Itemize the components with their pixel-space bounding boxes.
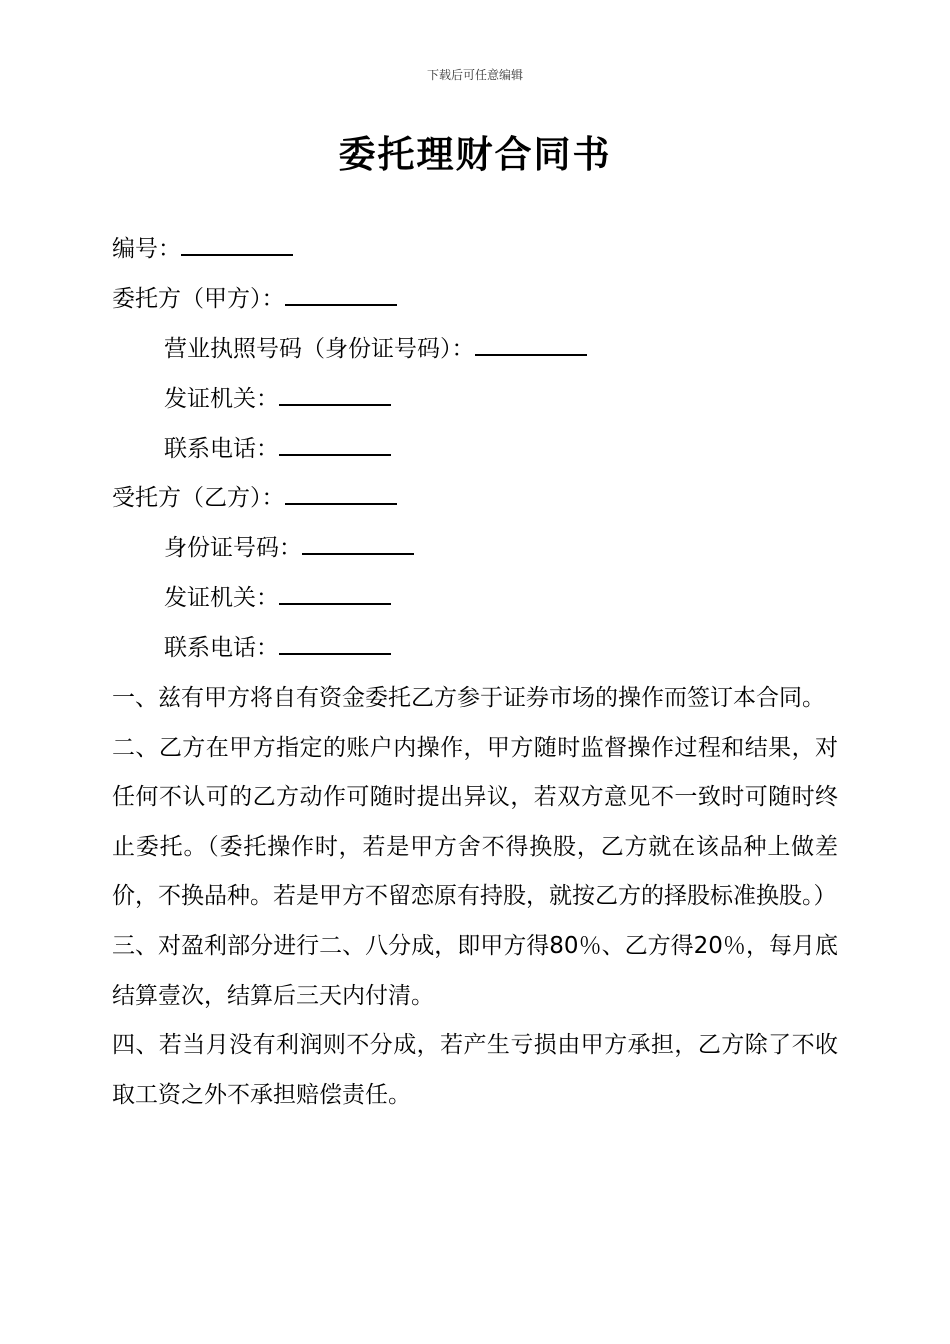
contract-number-blank[interactable]: [181, 232, 293, 256]
party-b-field: [112, 481, 397, 513]
contract-number-field: [112, 232, 293, 264]
party-a-license-label: 营业执照号码（身份证号码）：: [164, 336, 475, 362]
contract-clauses: [112, 674, 838, 1120]
party-a-label: 委托方（甲方）：: [112, 286, 285, 312]
clause-4: 四、若当月没有利润则不分成，若产生亏损由甲方承担，乙方除了不收取工资之外不承担赔偿责任。: [112, 1032, 838, 1108]
clause-2: 二、乙方在甲方指定的账户内操作，甲方随时监督操作过程和结果，对任何不认可的乙方动作可随时提出异议，若双方意见不一致时可随时终止委托。（委托操作时，若是甲方舍不得换股，乙方就在该品种上做差价，不换品种。若是甲方不留恋原有持股，就按乙方的择股标准换股。）: [112, 734, 838, 910]
header-note: 下载后可任意编辑: [426, 68, 523, 82]
party-a-license-blank[interactable]: [475, 332, 587, 356]
clause-3: 三、对盈利部分进行二、八分成，即甲方得80％、乙方得20％，每月底结算壹次，结算后三天内付清。: [112, 932, 838, 1009]
party-a-issuer-field: [164, 382, 391, 414]
party-b-issuer-field: [164, 581, 391, 613]
clause-1: 一、兹有甲方将自有资金委托乙方参于证券市场的操作而签订本合同。: [112, 685, 825, 711]
party-b-id-field: [164, 531, 414, 563]
party-b-phone-label: 联系电话：: [164, 635, 279, 661]
party-b-phone-blank[interactable]: [279, 631, 391, 655]
party-a-license-field: [164, 332, 587, 364]
party-b-blank[interactable]: [285, 481, 397, 505]
party-a-blank[interactable]: [285, 282, 397, 306]
party-a-phone-label: 联系电话：: [164, 436, 279, 462]
party-a-phone-field: [164, 432, 391, 464]
party-a-issuer-label: 发证机关：: [164, 386, 279, 412]
contract-number-label: 编号：: [112, 236, 181, 262]
document-title: 委托理财合同书: [338, 133, 612, 176]
party-a-phone-blank[interactable]: [279, 432, 391, 456]
party-a-issuer-blank[interactable]: [279, 382, 391, 406]
party-b-phone-field: [164, 631, 391, 663]
party-b-label: 受托方（乙方）：: [112, 485, 285, 511]
party-b-id-blank[interactable]: [302, 531, 414, 555]
party-b-issuer-blank[interactable]: [279, 581, 391, 605]
party-a-field: [112, 282, 397, 314]
party-b-issuer-label: 发证机关：: [164, 585, 279, 611]
party-b-id-label: 身份证号码：: [164, 535, 302, 561]
